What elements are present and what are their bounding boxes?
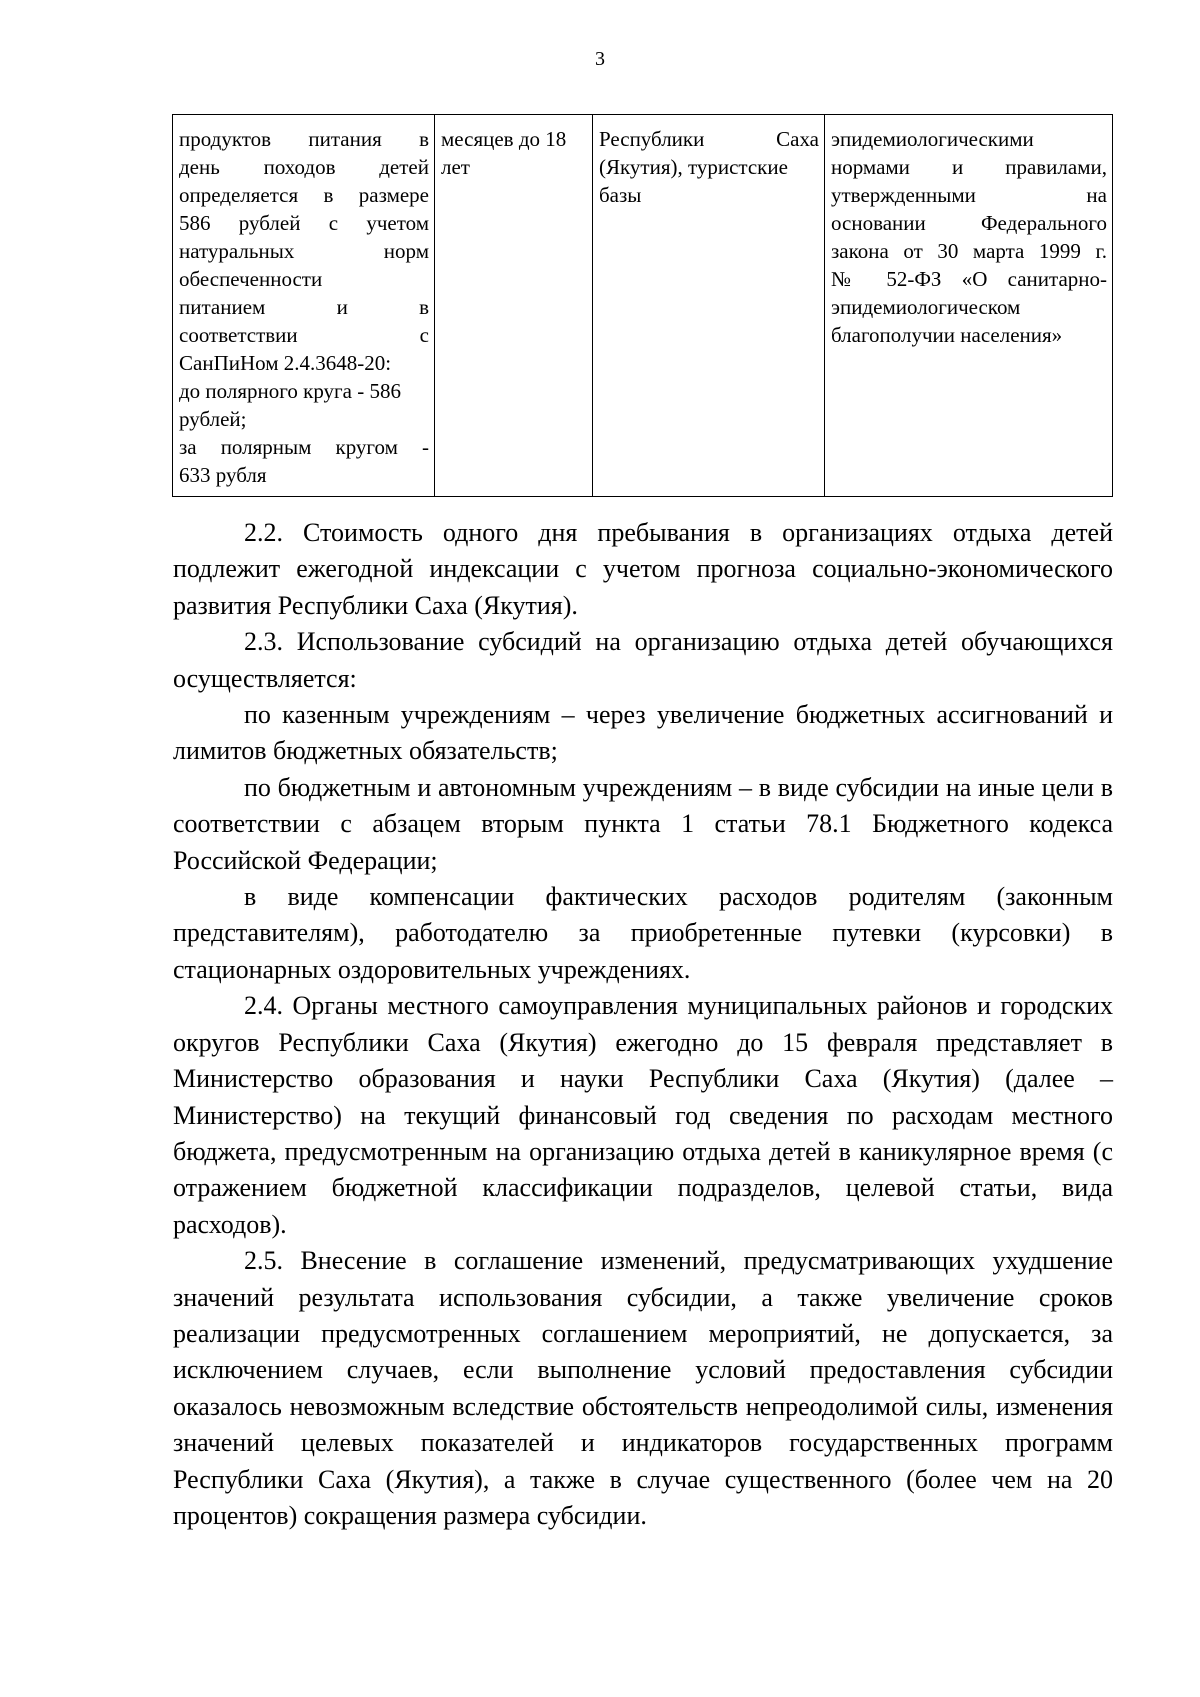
cell-line: 633 рубля: [179, 463, 267, 487]
paragraph-2-2: 2.2. Стоимость одного дня пребывания в организациях отдыха детей подлежит ежегодной индексации с учетом прогноза социально-экономического развития Республики Саха (Якутия).: [173, 518, 1113, 620]
body-text: [173, 515, 1113, 1534]
paragraph-2-4: 2.4. Органы местного самоуправления муниципальных районов и городских округов Республики Саха (Якутия) ежегодно до 15 февраля представляет в Министерство образования и науки Республики Саха (Якутия) (далее – Министерство) на текущий финансовый год сведения по расходам местного бюджета, предусмотренным на организацию отдыха детей в каникулярное время (с отражением бюджетной классификации подразделов, целевой статьи, вида расходов).: [173, 991, 1113, 1239]
cell-line: эпидемиологическом: [831, 295, 1021, 319]
cell-line: эпидемиологическими: [831, 127, 1034, 151]
cell-line: лет: [441, 155, 470, 179]
cell-line: Республики Саха: [599, 127, 819, 151]
page-number: 3: [595, 48, 605, 70]
cell-line: рублей;: [179, 407, 247, 431]
paragraph-2-3: 2.3. Использование субсидий на организацию отдыха детей обучающихся осуществляется:: [173, 627, 1113, 693]
cell-line: день походов детей: [179, 155, 429, 179]
cell-line: обеспеченности: [179, 267, 323, 291]
table-cell-nutrition-cost: [173, 115, 435, 497]
cell-line: за полярным кругом -: [179, 435, 429, 459]
cell-line: нормами и правилами,: [831, 155, 1107, 179]
cell-line: основании Федерального: [831, 211, 1107, 235]
paragraph-compensation: в виде компенсации фактических расходов родителям (законным представителям), работодателю за приобретенные путевки (курсовки) в стационарных оздоровительных учреждениях.: [173, 882, 1113, 984]
cell-line: закона от 30 марта 1999 г.: [831, 239, 1107, 263]
cell-line: благополучии населения»: [831, 323, 1063, 347]
paragraph-budget-institutions: по бюджетным и автономным учреждениям – в виде субсидии на иные цели в соответствии с абзацем вторым пункта 1 статьи 78.1 Бюджетного кодекса Российской Федерации;: [173, 772, 1113, 875]
table-cell-regulations: [825, 115, 1113, 497]
cell-line: 586 рублей с учетом: [179, 211, 429, 235]
paragraph-treasury-institutions: по казенным учреждениям – через увеличение бюджетных ассигнований и лимитов бюджетных обязательств;: [173, 700, 1113, 766]
cell-line: определяется в размере: [179, 183, 429, 207]
table-row: [173, 115, 1113, 497]
cell-line: утвержденными на: [831, 183, 1107, 207]
table-cell-age: [435, 115, 593, 497]
table-cell-location: [593, 115, 825, 497]
cell-line: базы: [599, 183, 642, 207]
cell-line: месяцев до 18: [441, 127, 567, 151]
continuation-table: [172, 114, 1113, 497]
cell-line: СанПиНом 2.4.3648-20:: [179, 351, 392, 375]
cell-line: продуктов питания в: [179, 127, 429, 151]
cell-line: до полярного круга - 586: [179, 379, 401, 403]
cell-line: натуральных норм: [179, 239, 429, 263]
cell-line: питанием и в: [179, 295, 429, 319]
cell-line: № 52-ФЗ «О санитарно-: [831, 267, 1107, 291]
paragraph-2-5: 2.5. Внесение в соглашение изменений, предусматривающих ухудшение значений результата использования субсидии, а также увеличение сроков реализации предусмотренных соглашением мероприятий, не допускается, за исключением случаев, если выполнение условий предоставления субсидии оказалось невозможным вследствие обстоятельств непреодолимой силы, изменения значений целевых показателей и индикаторов государственных программ Республики Саха (Якутия), а также в случае существенного (более чем на 20 процентов) сокращения размера субсидии.: [173, 1246, 1113, 1530]
cell-line: (Якутия), туристские: [599, 155, 788, 179]
cell-line: соответствии с: [179, 323, 429, 347]
